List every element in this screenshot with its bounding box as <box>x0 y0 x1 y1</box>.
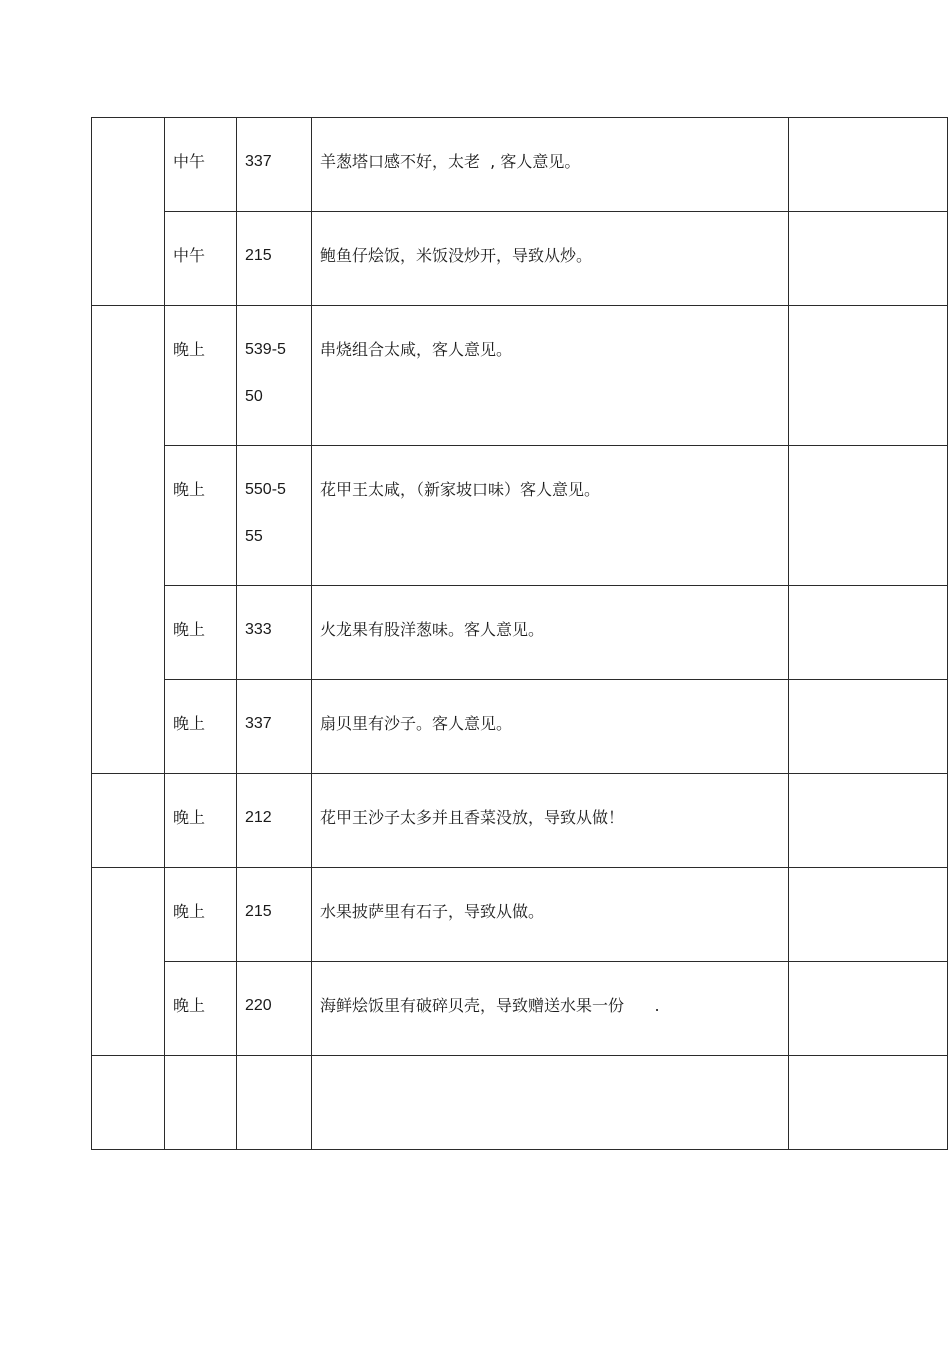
issue-cell: 水果披萨里有石子，导致从做。 <box>312 868 789 962</box>
issue-cell: 串烧组合太咸，客人意见。 <box>312 306 789 446</box>
table-row <box>92 446 948 586</box>
table-number-cell: 212 <box>237 774 312 868</box>
table-row <box>92 1056 948 1150</box>
table-row <box>92 306 948 446</box>
note-cell <box>789 680 948 774</box>
table-number-cell: 539-5 50 <box>237 306 312 446</box>
table-row <box>92 680 948 774</box>
issue-cell: 火龙果有股洋葱味。客人意见。 <box>312 586 789 680</box>
table-number-cell: 220 <box>237 962 312 1056</box>
note-cell <box>789 446 948 586</box>
note-cell <box>789 586 948 680</box>
date-group-cell <box>92 1056 165 1150</box>
time-cell: 晚上 <box>165 962 237 1056</box>
table-number-cell: 215 <box>237 212 312 306</box>
date-group-cell <box>92 774 165 868</box>
time-cell: 中午 <box>165 212 237 306</box>
time-cell: 中午 <box>165 118 237 212</box>
note-cell <box>789 118 948 212</box>
issue-cell: 鲍鱼仔烩饭，米饭没炒开，导致从炒。 <box>312 212 789 306</box>
issue-cell: 羊葱塔口感不好，太老 , 客人意见。 <box>312 118 789 212</box>
date-group-cell <box>92 306 165 774</box>
date-group-cell <box>92 868 165 1056</box>
note-cell <box>789 1056 948 1150</box>
table-row <box>92 212 948 306</box>
table-row <box>92 962 948 1056</box>
table-number-cell: 550-5 55 <box>237 446 312 586</box>
note-cell <box>789 212 948 306</box>
table-row <box>92 868 948 962</box>
time-cell: 晚上 <box>165 306 237 446</box>
note-cell <box>789 306 948 446</box>
table-row <box>92 586 948 680</box>
time-cell: 晚上 <box>165 868 237 962</box>
table-number-cell: 337 <box>237 680 312 774</box>
table-number-cell: 337 <box>237 118 312 212</box>
note-cell <box>789 774 948 868</box>
note-cell <box>789 962 948 1056</box>
table-number-cell <box>237 1056 312 1150</box>
time-cell: 晚上 <box>165 774 237 868</box>
time-cell: 晚上 <box>165 680 237 774</box>
time-cell <box>165 1056 237 1150</box>
issue-cell: 海鲜烩饭里有破碎贝壳，导致赠送水果一份 . <box>312 962 789 1056</box>
table-row <box>92 774 948 868</box>
issue-cell: 花甲王太咸，（新家坡口味）客人意见。 <box>312 446 789 586</box>
table-row <box>92 118 948 212</box>
issue-cell: 扇贝里有沙子。客人意见。 <box>312 680 789 774</box>
table-number-cell: 333 <box>237 586 312 680</box>
complaint-log-table <box>91 117 948 1150</box>
time-cell: 晚上 <box>165 446 237 586</box>
time-cell: 晚上 <box>165 586 237 680</box>
note-cell <box>789 868 948 962</box>
issue-cell <box>312 1056 789 1150</box>
issue-cell: 花甲王沙子太多并且香菜没放，导致从做！ <box>312 774 789 868</box>
table-number-cell: 215 <box>237 868 312 962</box>
date-group-cell <box>92 118 165 306</box>
